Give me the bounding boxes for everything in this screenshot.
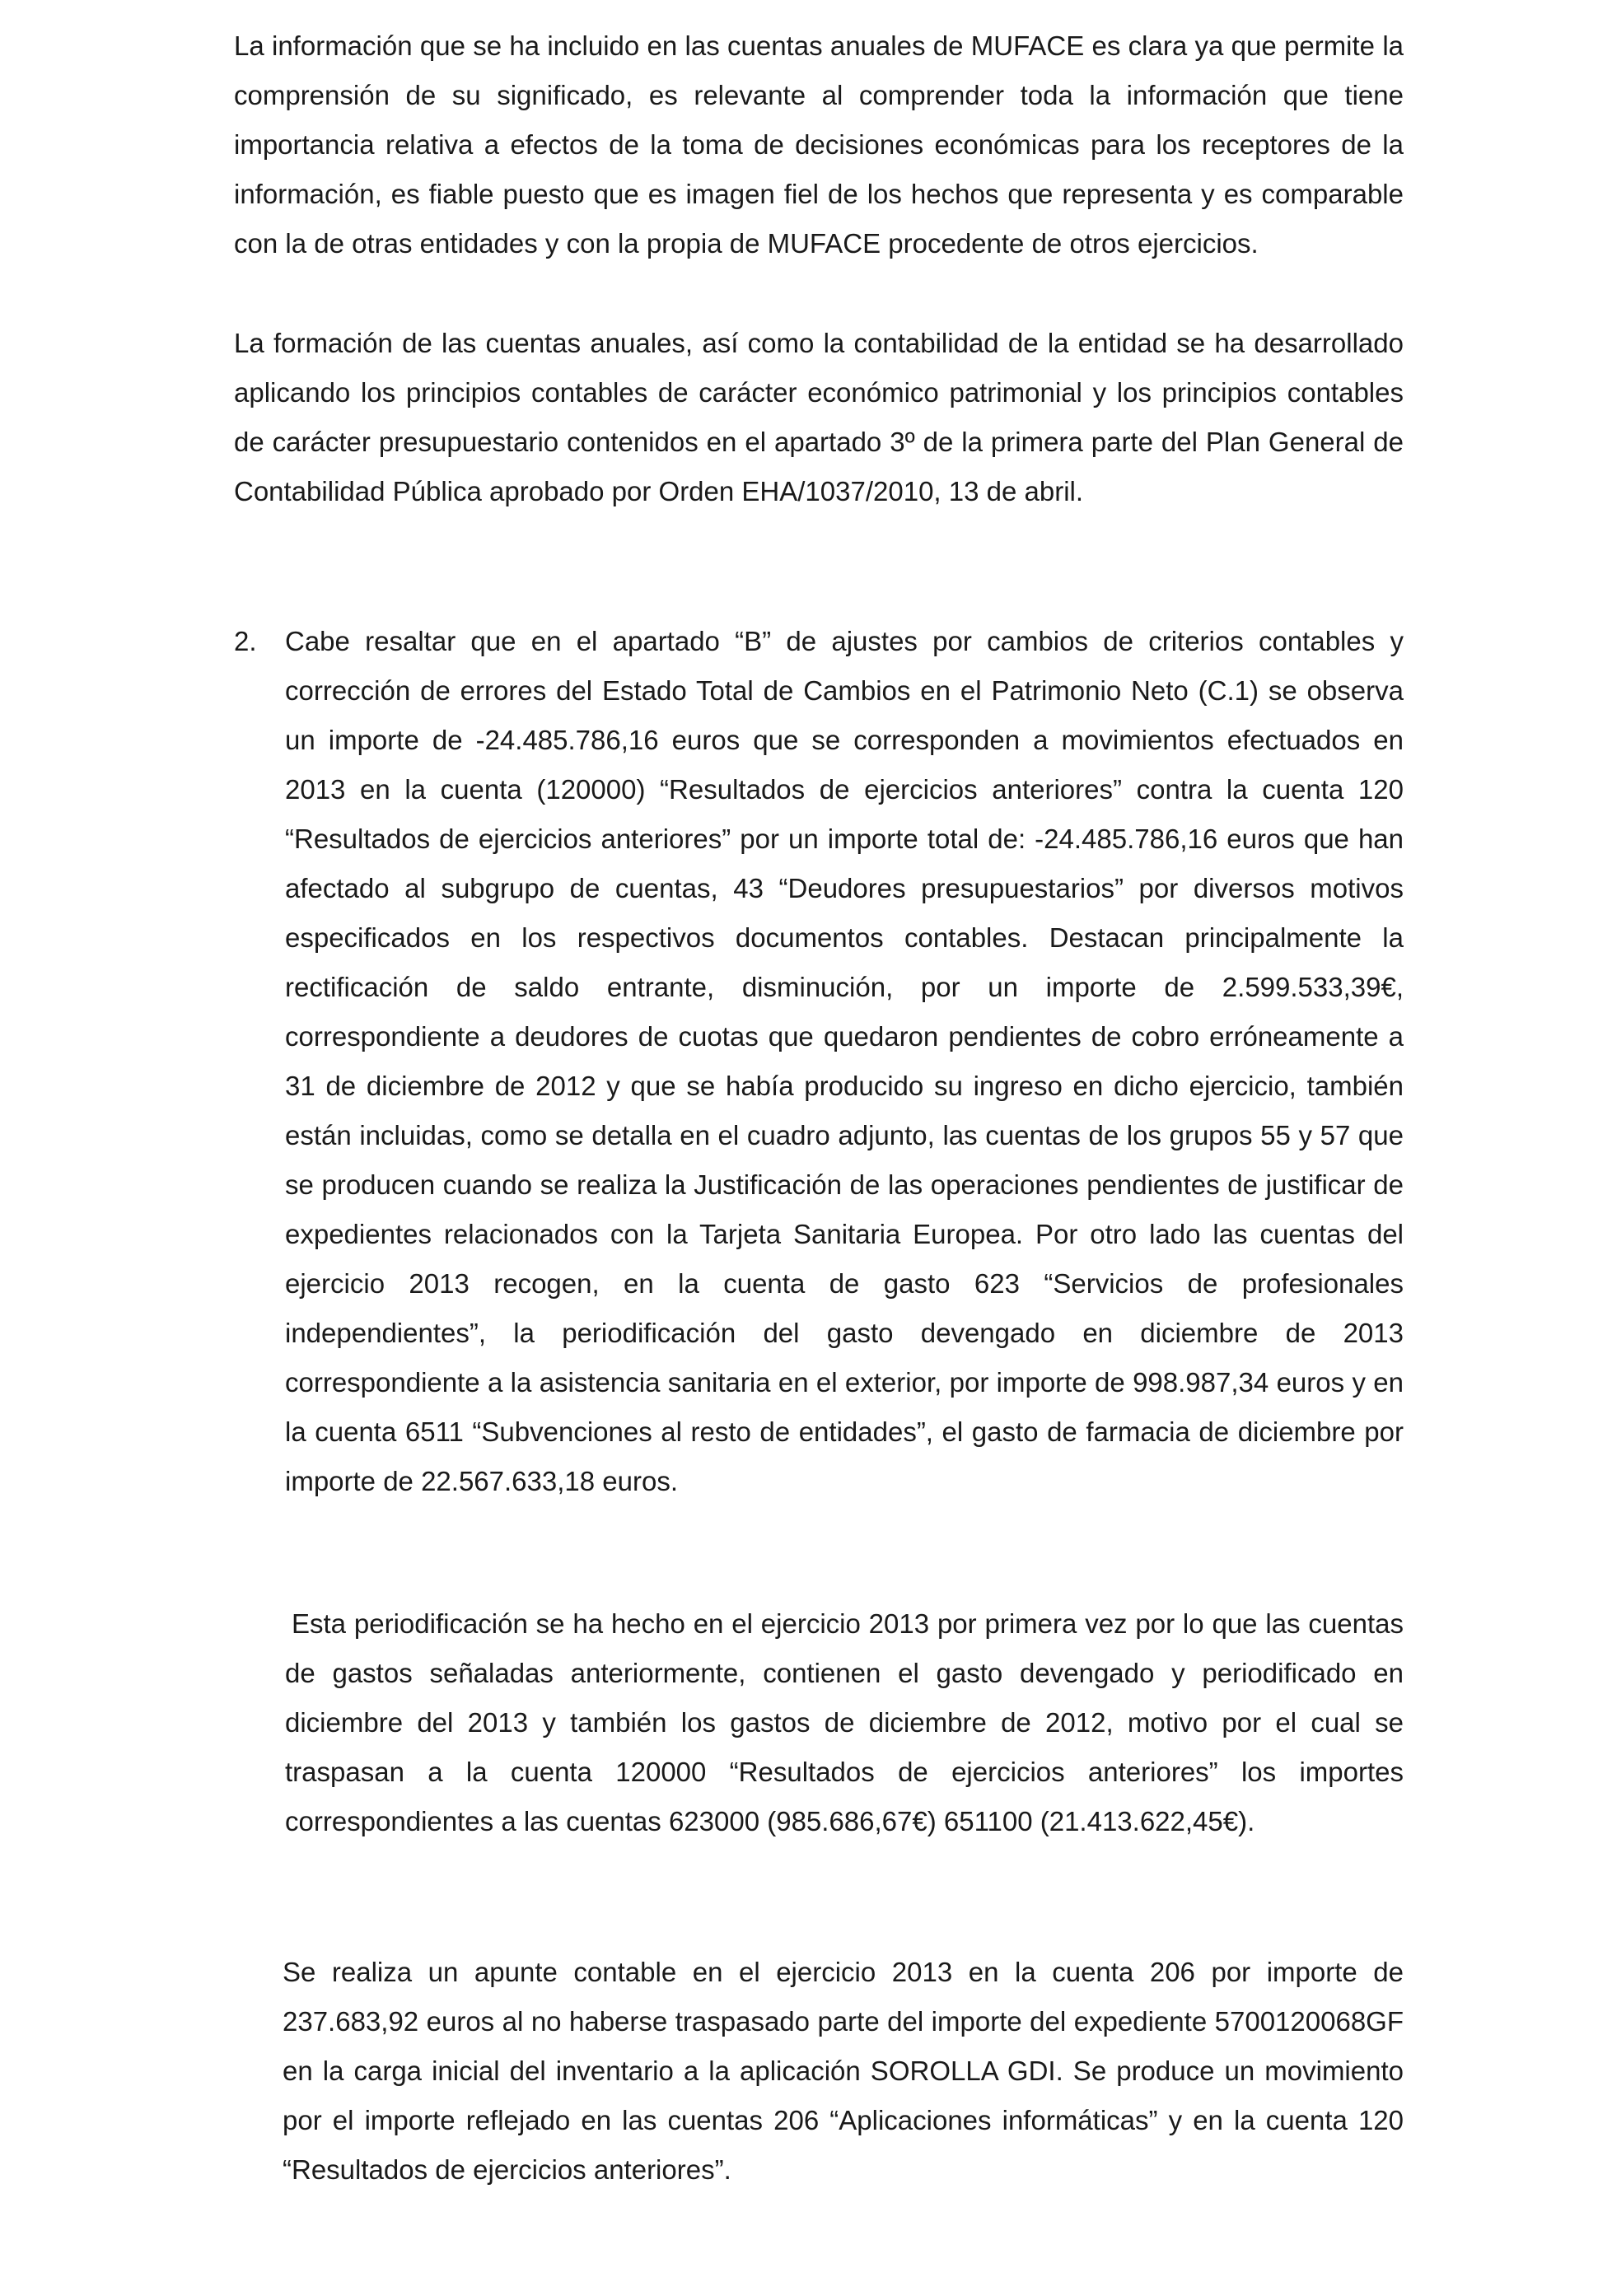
paragraph-cuentas-anuales-informacion: La información que se ha incluido en las cuentas anuales de MUFACE es clara ya que permite la comprensión de su significado, es relevante al comprender toda la información que tiene importancia relativa a efectos de la toma de decisiones económicas para los receptores de la información, es fiable puesto que es imagen fiel de los hechos que representa y es comparable con la de otras entidades y con la propia de MUFACE procedente de otros ejercicios. — [234, 30, 1404, 259]
paragraph-formacion-cuentas: La formación de las cuentas anuales, así como la contabilidad de la entidad se ha desarrollado aplicando los principios contables de carácter económico patrimonial y los principios contables de carácter presupuestario contenidos en el apartado 3º de la primera parte del Plan General de Contabilidad Pública aprobado por Orden EHA/1037/2010, 13 de abril. — [234, 328, 1404, 506]
item-number: 2. — [234, 626, 257, 656]
item-2-text: Cabe resaltar que en el apartado “B” de ajustes por cambios de criterios contables y corrección de errores del Estado Total de Cambios en el Patrimonio Neto (C.1) se observa un importe de -24.485.786,16 euros que se corresponden a movimientos efectuados en 2013 en la cuenta (120000) “Resultados de ejercicios anteriores” contra la cuenta 120 “Resultados de ejercicios anteriores” por un importe total de: -24.485.786,16 euros que han afectado al subgrupo de cuentas, 43 “Deudores presupuestarios” por diversos motivos especificados en los respectivos documentos contables. Destacan principalmente la rectificación de saldo entrante, disminución, por un importe de 2.599.533,39€, correspondiente a deudores de cuotas que quedaron pendientes de cobro erróneamente a 31 de diciembre de 2012 y que se había producido su ingreso en dicho ejercicio, también están incluidas, como se detalla en el cuadro adjunto, las cuentas de los grupos 55 y 57 que se producen cuando se realiza la Justificación de las operaciones pendientes de justificar de expedientes relacionados con la Tarjeta Sanitaria Europea. Por otro lado las cuentas del ejercicio 2013 recogen, en la cuenta de gasto 623 “Servicios de profesionales independientes”, la periodificación del gasto devengado en diciembre de 2013 correspondiente a la asistencia sanitaria en el exterior, por importe de 998.987,34 euros y en la cuenta 6511 “Subvenciones al resto de entidades”, el gasto de farmacia de diciembre por importe de 22.567.633,18 euros. — [285, 626, 1404, 1496]
paragraph-periodificacion: Esta periodificación se ha hecho en el ejercicio 2013 por primera vez por lo que las cuentas de gastos señaladas anteriormente, contienen el gasto devengado y periodificado en diciembre del 2013 y también los gastos de diciembre de 2012, motivo por el cual se traspasan a la cuenta 120000 “Resultados de ejercicios anteriores” los importes correspondientes a las cuentas 623000 (985.686,67€) 651100 (21.413.622,45€). — [285, 1608, 1404, 1836]
paragraph-apunte-contable: Se realiza un apunte contable en el ejercicio 2013 en la cuenta 206 por importe de 237.683,92 euros al no haberse traspasado parte del importe del expediente 5700120068GF en la carga inicial del inventario a la aplicación SOROLLA GDI. Se produce un movimiento por el importe reflejado en las cuentas 206 “Aplicaciones informáticas” y en la cuenta 120 “Resultados de ejercicios anteriores”. — [283, 1957, 1404, 2185]
